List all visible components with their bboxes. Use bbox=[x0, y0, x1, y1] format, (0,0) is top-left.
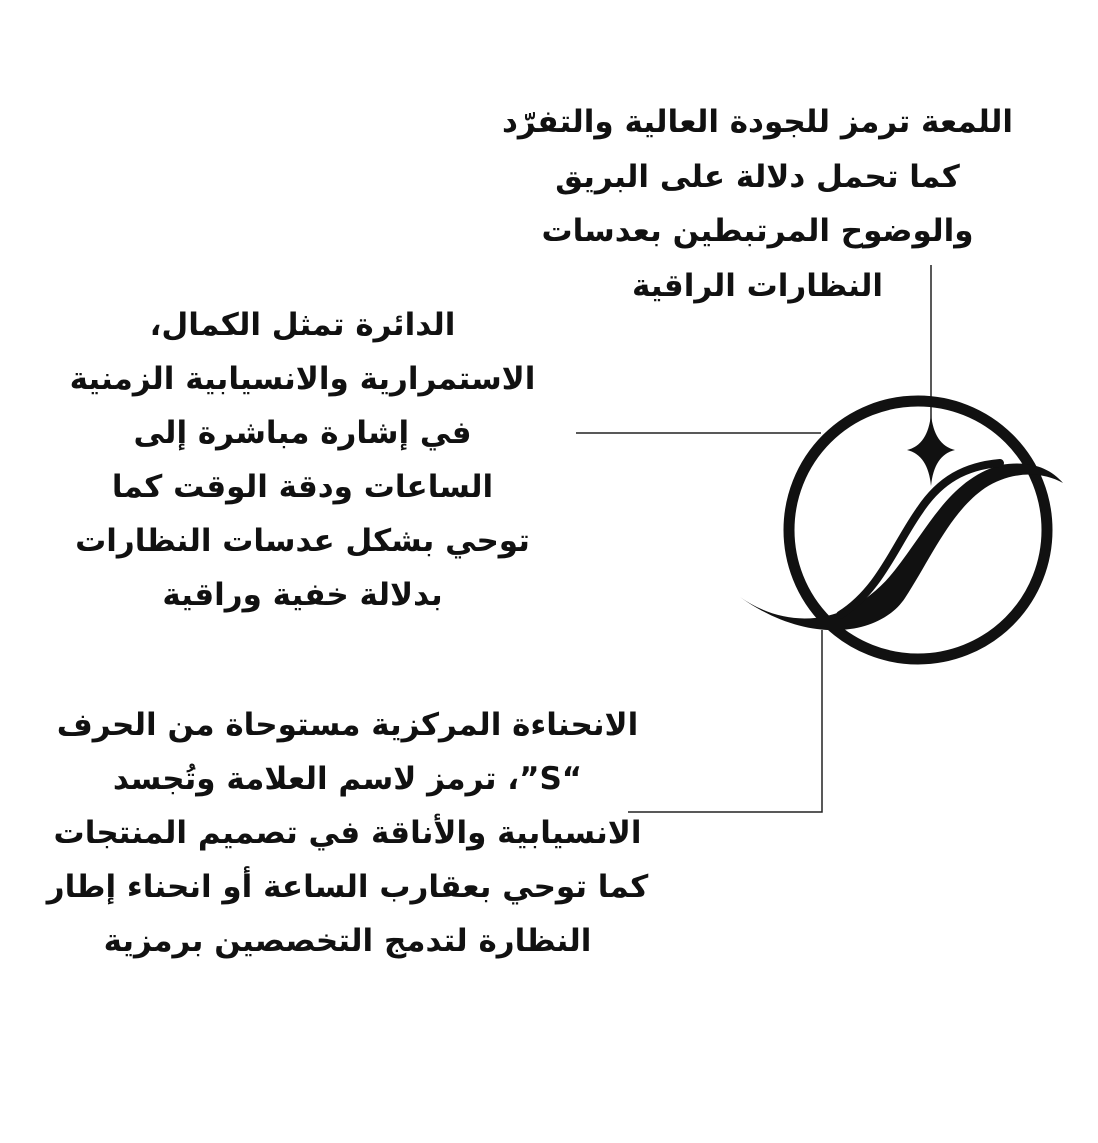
sparkle-annotation-line: والوضوح المرتبطين بعدسات bbox=[541, 213, 974, 249]
curve-annotation-line: النظارة لتدمج التخصصين برمزية bbox=[103, 923, 592, 959]
circle-annotation bbox=[40, 298, 565, 622]
sparkle-annotation-line: اللمعة ترمز للجودة العالية والتفرّد bbox=[501, 104, 1014, 140]
sparkle-annotation-line: النظارات الراقية bbox=[631, 267, 884, 304]
sparkle-annotation-line: كما تحمل دلالة على البريق bbox=[555, 158, 960, 195]
curve-annotation bbox=[20, 698, 675, 968]
sparkle-annotation bbox=[470, 95, 1045, 313]
circle-annotation-line: في إشارة مباشرة إلى bbox=[133, 415, 472, 451]
sparkle-icon bbox=[907, 414, 955, 486]
circle-annotation-line: الدائرة تمثل الكمال، bbox=[149, 307, 456, 343]
curve-annotation-line: كما توحي بعقارب الساعة أو انحناء إطار bbox=[46, 869, 649, 905]
circle-annotation-line: الساعات ودقة الوقت كما bbox=[111, 469, 494, 505]
circle-annotation-line: الاستمرارية والانسيابية الزمنية bbox=[69, 361, 536, 397]
curve-annotation-line: الانسيابية والأناقة في تصميم المنتجات bbox=[53, 815, 642, 851]
circle-annotation-line: بدلالة خفية وراقية bbox=[162, 577, 443, 613]
logo bbox=[740, 401, 1063, 659]
circle-annotation-line: توحي بشكل عدسات النظارات bbox=[75, 523, 530, 559]
curve-annotation-line: “S”، ترمز لاسم العلامة وتُجسد bbox=[112, 761, 583, 797]
curve-annotation-line: الانحناءة المركزية مستوحاة من الحرف bbox=[56, 707, 639, 743]
